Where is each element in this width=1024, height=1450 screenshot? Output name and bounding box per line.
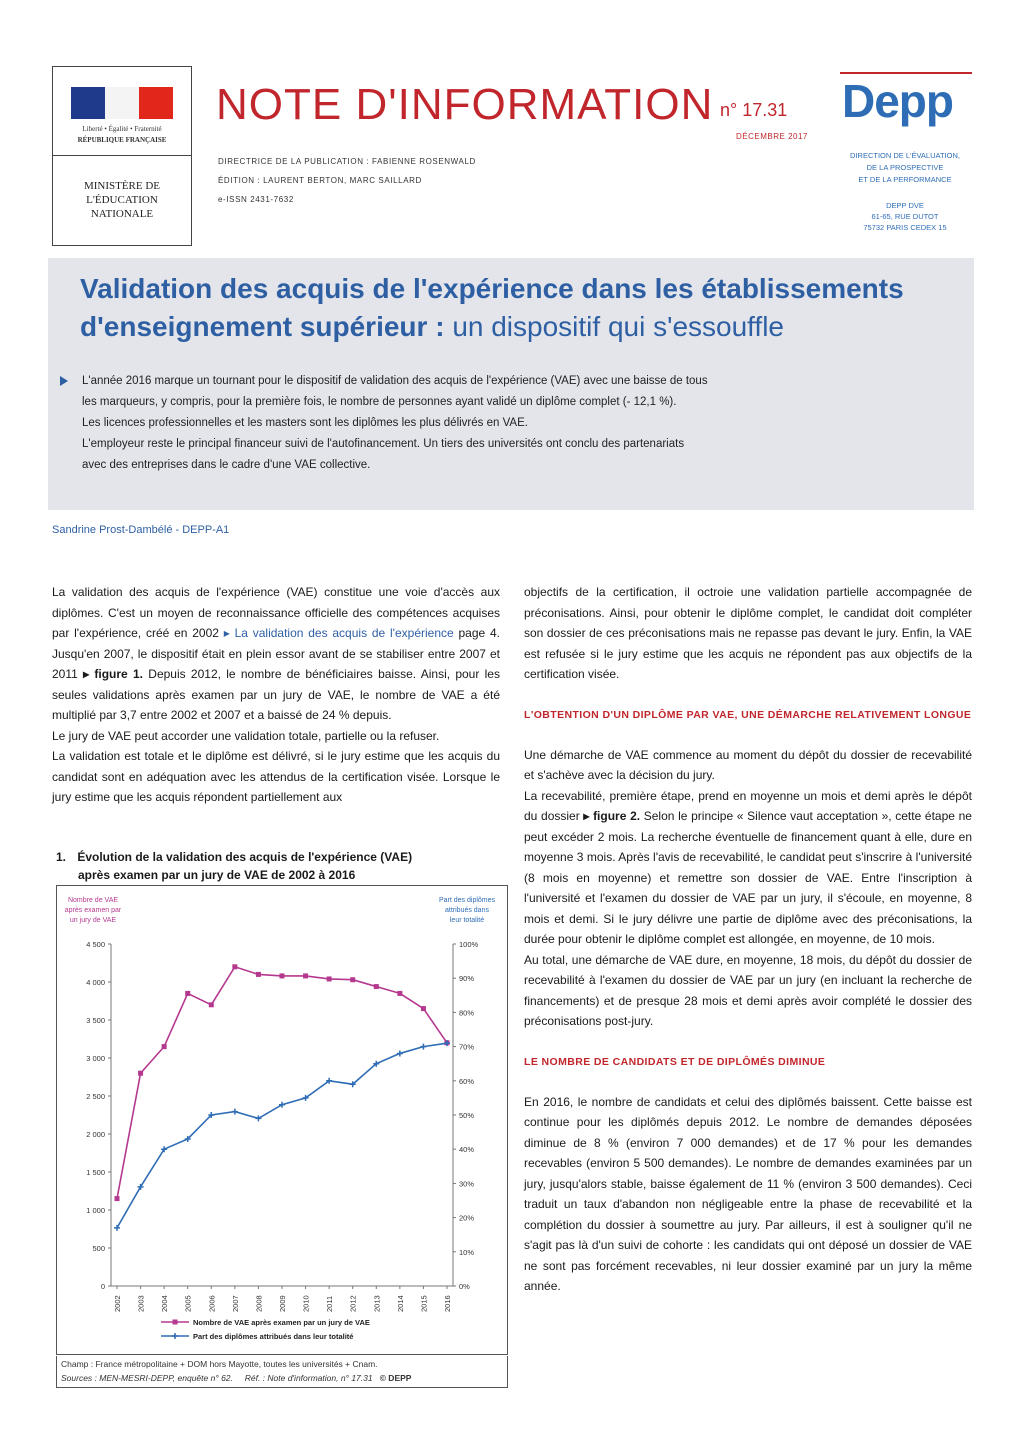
publication-credits	[218, 152, 476, 209]
figure-1-chart	[56, 885, 508, 1355]
article-title: Validation des acquis de l'expérience dans les établissements d'enseignement supérieur : un dispositif qui s'essouffle	[80, 273, 904, 342]
data-point	[350, 977, 355, 982]
y-right-tick-label: 70%	[459, 1042, 475, 1052]
y-left-tick-label: 3 000	[86, 1054, 105, 1063]
publication-title: NOTE D'INFORMATION	[216, 80, 714, 129]
legend-marker	[172, 1333, 178, 1339]
x-tick-label: 2006	[207, 1295, 217, 1312]
depp-direction: DIRECTION DE L'ÉVALUATION, DE LA PROSPECTIVE ET DE LA PERFORMANCE	[850, 151, 960, 184]
paragraph: La validation est totale et le diplôme est délivré, si le jury estime que les acquis du candidat sont en adéquation avec les attendus de la certification visée. Lorsque le jury estime que les acquis répondent partiellement aux	[52, 749, 500, 804]
series-line-1	[117, 967, 447, 1199]
data-point	[374, 984, 379, 989]
legend-label: Nombre de VAE après examen par un jury de VAE	[193, 1318, 370, 1327]
section-heading: LE NOMBRE DE CANDIDATS ET DE DIPLÔMÉS DIMINUE	[524, 1055, 826, 1068]
y-left-tick-label: 3 500	[86, 1016, 105, 1025]
ministry-name: MINISTÈRE DE L'ÉDUCATION NATIONALE	[83, 180, 161, 220]
y-left-tick-label: 2 500	[86, 1092, 105, 1101]
x-tick-label: 2004	[160, 1295, 170, 1312]
y-right-tick-label: 0%	[459, 1282, 470, 1291]
y-left-axis-label: un jury de VAE	[69, 917, 117, 924]
data-point	[232, 1109, 238, 1115]
section-heading: L'OBTENTION D'UN DIPLÔME PAR VAE, UNE DÉMARCHE RELATIVEMENT LONGUE	[524, 708, 972, 721]
bullet-arrow-icon	[60, 376, 68, 386]
y-left-tick-label: 1 000	[86, 1206, 105, 1215]
french-flag-icon	[71, 87, 173, 119]
data-point	[185, 991, 190, 996]
x-tick-label: 2014	[395, 1295, 405, 1312]
republic-name: RÉPUBLIQUE FRANÇAISE	[77, 136, 167, 144]
issn: e-ISSN 2431-7632	[218, 195, 294, 204]
director-credit: DIRECTRICE DE LA PUBLICATION : FABIENNE ROSENWALD	[218, 157, 476, 166]
legend-label: Part des diplômes attribués dans leur totalité	[193, 1332, 354, 1341]
paragraph: Une démarche de VAE commence au moment du dépôt du dossier de recevabilité et s'achève avec la décision du jury.	[524, 747, 972, 782]
y-left-tick-label: 4 500	[86, 940, 105, 949]
paragraph: La recevabilité, première étape, prend en moyenne un mois et demi après le dépôt du dossier ▸ figure 2. Selon le principe « Silence vaut acceptation », cette étape ne peut excéder 2 mois. La recherche éventuelle de financement quant à elle, dure en moyenne 3 mois. Après l'avis de recevabilité, le candidat peut s'inscrire à l'université (8 mois en moyenne) et remettre son dossier de VAE. Entre l'inscription à l'université et l'examen du dossier de VAE par un jury, il s'écoule, en moyenne, 8 mois et demi. Si le jury délivre une partie de diplôme avec des préconisations, la durée pour obtenir le diplôme complet est allongée, en moyenne, de 10 mois.	[524, 788, 972, 946]
depp-address: DEPP DVE 61-65, RUE DUTOT 75732 PARIS CEDEX 15	[863, 201, 947, 232]
y-right-tick-label: 100%	[459, 940, 479, 949]
y-left-tick-label: 0	[100, 1282, 105, 1291]
data-point	[232, 964, 237, 969]
x-tick-label: 2002	[113, 1295, 122, 1312]
line-chart	[57, 886, 507, 1354]
issue-number: n° 17.31	[720, 100, 788, 120]
y-left-tick-label: 4 000	[86, 978, 105, 987]
figure-title: 1. Évolution de la validation des acquis de l'expérience (VAE) après examen par un jury de VAE de 2002 à 2016	[56, 850, 413, 882]
y-right-tick-label: 90%	[459, 974, 475, 984]
figure-sources: Sources : MEN-MESRI-DEPP, enquête n° 62. Réf. : Note d'information, n° 17.31 © DEPP	[61, 1373, 412, 1383]
figure-1-ref[interactable]: ▸ figure 1.	[83, 667, 144, 681]
data-point	[115, 1196, 120, 1201]
x-tick-label: 2007	[230, 1295, 240, 1312]
x-tick-label: 2009	[278, 1295, 287, 1312]
left-column	[52, 582, 500, 808]
y-right-tick-label: 30%	[459, 1179, 475, 1189]
issue-date: DÉCEMBRE 2017	[736, 132, 808, 141]
paragraph: objectifs de la certification, il octroie une validation partielle accompagnée de préconisations. Ainsi, pour obtenir le diplôme complet, le candidat doit compléter son dossier de ces préconisations mais ne repasse pas devant le jury. Enfin, la VAE est refusée si le jury estime que les acquis ne répondent pas aux objectifs de la certification visée.	[524, 585, 972, 681]
data-point	[209, 1002, 214, 1007]
series-line-2	[117, 1043, 447, 1228]
x-tick-label: 2011	[325, 1295, 335, 1312]
paragraph: Le jury de VAE peut accorder une validation totale, partielle ou la refuser.	[52, 728, 440, 743]
figure-scope: Champ : France métropolitaine + DOM hors Mayotte, toutes les universités + Cnam.	[61, 1359, 378, 1369]
data-point	[421, 1006, 426, 1011]
depp-logo: Depp	[842, 75, 953, 127]
paragraph: La validation des acquis de l'expérience (VAE) constitue une voie d'accès aux diplômes. C'est un moyen de reconnaissance officielle des compétences acquises par l'expérience, créé en 2002 ▸ La validation des acquis de l'expérience page 4. Jusqu'en 2007, le dispositif était en plein essor avant de se stabiliser entre 2007 et 2011 ▸ figure 1. Depuis 2012, le nombre de bénéficiaires baisse. Ainsi, pour les seules validations après examen par un jury de VAE, le nombre de VAE a été multiplié par 3,7 entre 2002 et 2007 et a baissé de 24 % depuis.	[52, 585, 501, 722]
vae-link[interactable]: ▸ La validation des acquis de l'expérience	[223, 626, 454, 640]
figure-2-ref[interactable]: ▸ figure 2.	[583, 809, 641, 823]
right-column	[524, 582, 972, 1297]
x-tick-label: 2016	[443, 1295, 452, 1312]
summary-box	[48, 258, 974, 510]
y-left-tick-label: 500	[92, 1244, 105, 1253]
figure-notes	[56, 1356, 508, 1388]
x-tick-label: 2012	[348, 1295, 358, 1312]
y-right-tick-label: 40%	[459, 1145, 475, 1155]
summary-text: L'année 2016 marque un tournant pour le dispositif de validation des acquis de l'expérience (VAE) avec une baisse de tous les marqueurs, y compris, pour la première fois, le nombre de personnes ayant validé un diplôme complet (- 12,1 %). Les licences professionnelles et les masters sont les diplômes les plus délivrés en VAE. L'employeur reste le principal financeur suivi de l'autofinancement. Un tiers des universités ont conclu des partenariats avec des entreprises dans le cadre d'une VAE collective.	[82, 375, 708, 471]
y-left-axis-label: après examen par	[64, 907, 122, 914]
data-point	[162, 1044, 167, 1049]
data-point	[280, 973, 285, 978]
paragraph: En 2016, le nombre de candidats et celui des diplômés baissent. Cette baisse est continue pour les diplômés depuis 2012. Le nombre de demandes déposées diminue de 8 % (environ 7 000 demandes) et de 17 % pour les demandes recevables (environ 5 500 demandes). Le nombre de demandes examinées par un jury, jusqu'alors stable, baisse également de 11 % (environ 3 500 demandes). Ceci traduit un taux d'abandon non négligeable entre la phase de recevabilité et la complétion du dossier à soumettre au jury. Par ailleurs, il est à souligner qu'il ne s'agit pas là d'un suivi de cohorte : les candidats qui ont déposé un dossier de VAE ne sont pas forcément recevables, ni leur dossier examiné par un jury la même année.	[524, 1094, 972, 1293]
data-point	[256, 972, 261, 977]
x-tick-label: 2003	[136, 1295, 146, 1312]
y-right-axis-label: Part des diplômes	[438, 897, 496, 904]
data-point	[420, 1044, 426, 1050]
y-right-axis-label: leur totalité	[449, 917, 485, 924]
paragraph: Au total, une démarche de VAE dure, en moyenne, 18 mois, du dépôt du dossier de recevabilité à l'examen du dossier de VAE par un jury (en incluant la recherche de financements) et de presque 28 mois et demi après avoir complété le dossier des préconisations post-jury.	[524, 952, 972, 1028]
edition-credit: ÉDITION : LAURENT BERTON, MARC SAILLARD	[218, 176, 422, 185]
legend-marker	[173, 1320, 178, 1325]
y-left-axis-label: Nombre de VAE	[67, 897, 119, 904]
y-right-tick-label: 80%	[459, 1008, 475, 1018]
republic-motto: Liberté • Égalité • Fraternité	[82, 125, 162, 133]
y-right-tick-label: 20%	[459, 1213, 475, 1223]
y-right-tick-label: 60%	[459, 1076, 475, 1086]
x-tick-label: 2015	[419, 1295, 429, 1312]
y-right-axis-label: attribués dans	[445, 907, 489, 914]
data-point	[397, 991, 402, 996]
marianne-logo	[52, 66, 192, 246]
data-point	[397, 1050, 403, 1056]
x-tick-label: 2010	[301, 1295, 311, 1312]
y-right-tick-label: 50%	[459, 1111, 475, 1120]
author-line: Sandrine Prost-Dambélé - DEPP-A1	[52, 524, 230, 536]
y-left-tick-label: 1 500	[86, 1168, 105, 1177]
x-tick-label: 2013	[372, 1295, 382, 1312]
data-point	[327, 976, 332, 981]
y-right-tick-label: 10%	[459, 1247, 475, 1257]
data-point	[138, 1071, 143, 1076]
y-left-tick-label: 2 000	[86, 1130, 105, 1139]
data-point	[303, 973, 308, 978]
x-tick-label: 2008	[254, 1295, 264, 1312]
x-tick-label: 2005	[183, 1295, 193, 1312]
